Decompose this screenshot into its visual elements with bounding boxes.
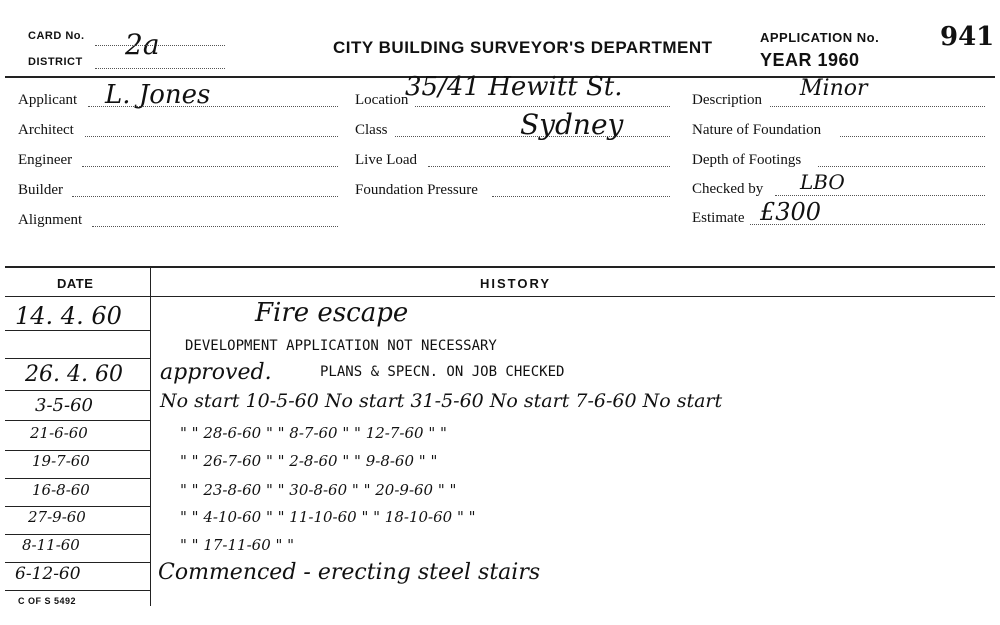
history-entry: " " 4-10-60 " " 11-10-60 " " 18-10-60 " ": [180, 508, 476, 526]
application-number: 941: [940, 22, 995, 52]
date-column-header: DATE: [57, 276, 94, 291]
history-date: 26. 4. 60: [25, 362, 123, 387]
date-column-divider: [150, 266, 151, 606]
history-top-border: [5, 266, 995, 268]
history-date: 27-9-60: [28, 508, 86, 526]
history-entry: " " 23-8-60 " " 30-8-60 " " 20-9-60 " ": [180, 481, 457, 499]
history-date: 21-6-60: [30, 424, 88, 442]
history-entry: Fire escape: [255, 298, 409, 328]
nature-of-foundation-label: Nature of Foundation: [692, 122, 822, 138]
checked-by-value: LBO: [800, 170, 845, 194]
description-value: Minor: [800, 76, 868, 101]
department-title: CITY BUILDING SURVEYOR'S DEPARTMENT: [333, 38, 713, 57]
applicant-value: L. Jones: [105, 80, 211, 110]
history-date: 8-11-60: [22, 536, 80, 554]
architect-label: Architect: [18, 122, 74, 138]
builder-label: Builder: [18, 182, 63, 198]
description-label: Description: [692, 92, 762, 108]
history-date: 16-8-60: [32, 481, 90, 499]
card-no-value: 2a: [125, 28, 160, 61]
history-date: 6-12-60: [15, 564, 81, 584]
history-entry: " " 17-11-60 " ": [180, 536, 295, 554]
form-code: C OF S 5492: [18, 596, 77, 606]
history-entry: Commenced - erecting steel stairs: [158, 560, 541, 585]
district-label: DISTRICT: [28, 56, 83, 68]
history-entry: approved.: [160, 360, 272, 385]
depth-of-footings-label: Depth of Footings: [692, 152, 802, 168]
history-column-header: HISTORY: [480, 276, 552, 291]
foundation-pressure-label: Foundation Pressure: [355, 182, 478, 198]
checked-by-label: Checked by: [692, 181, 764, 197]
history-date: 19-7-60: [32, 452, 90, 470]
history-date: 14. 4. 60: [15, 302, 122, 330]
live-load-label: Live Load: [355, 152, 418, 168]
engineer-label: Engineer: [18, 152, 73, 168]
location-value-city: Sydney: [520, 108, 624, 141]
history-entry: " " 26-7-60 " " 2-8-60 " " 9-8-60 " ": [180, 452, 438, 470]
alignment-label: Alignment: [18, 212, 83, 228]
history-date: 3-5-60: [35, 395, 93, 416]
history-entry: No start 10-5-60 No start 31-5-60 No start 7-6-60 No start: [160, 390, 723, 412]
year-label: YEAR 1960: [760, 50, 860, 70]
class-label: Class: [355, 122, 388, 138]
estimate-label: Estimate: [692, 210, 745, 226]
history-header-divider: [5, 296, 995, 297]
applicant-label: Applicant: [18, 92, 78, 108]
location-label: Location: [355, 92, 409, 108]
card-no-label: CARD No.: [28, 30, 85, 42]
estimate-value: £300: [760, 198, 822, 226]
location-value-street: 35/41 Hewitt St.: [405, 72, 623, 102]
plans-checked-stamp: PLANS & SPECN. ON JOB CHECKED: [320, 364, 565, 380]
application-label: APPLICATION No.: [760, 30, 880, 45]
history-entry-stamp: DEVELOPMENT APPLICATION NOT NECESSARY: [185, 338, 497, 354]
history-entry: " " 28-6-60 " " 8-7-60 " " 12-7-60 " ": [180, 424, 447, 442]
